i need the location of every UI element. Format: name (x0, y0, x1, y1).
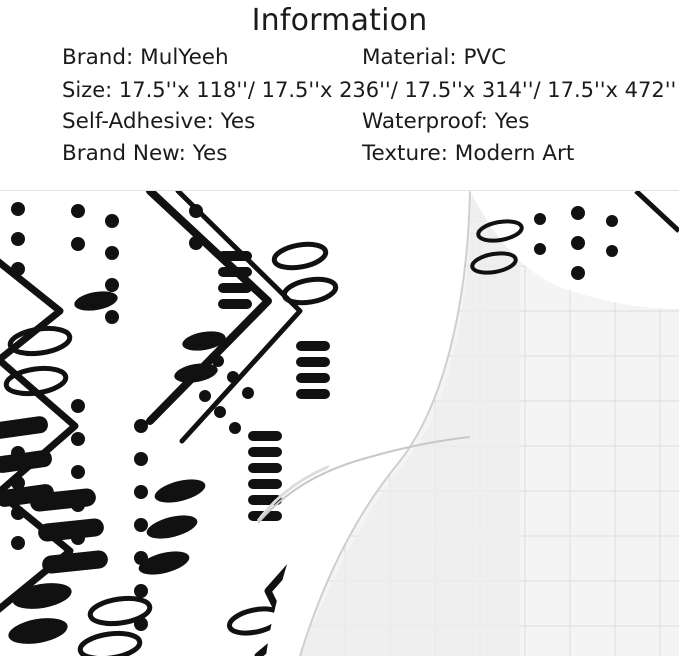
info-label-brand: Brand: (62, 45, 134, 70)
info-field-material (362, 42, 667, 74)
info-row (62, 42, 667, 74)
page-title: Information (251, 3, 428, 38)
info-value-texture: Modern Art (454, 141, 575, 166)
info-field-texture (362, 138, 667, 170)
info-label-waterproof: Waterproof: (362, 109, 488, 134)
information-rows (0, 42, 679, 170)
info-field-waterproof (362, 106, 667, 138)
info-value-self-adhesive: Yes (220, 109, 256, 134)
info-row (62, 138, 667, 170)
info-value-waterproof: Yes (494, 109, 530, 134)
info-value-size: 17.5''x 118''/ 17.5''x 236''/ 17.5''x 314''/ 17.5''x 472'' (118, 78, 677, 102)
info-label-texture: Texture: (362, 141, 448, 166)
info-field-brand-new (62, 138, 362, 170)
info-field-self-adhesive (62, 106, 362, 138)
info-value-brand-new: Yes (192, 141, 228, 166)
info-label-size: Size: (62, 78, 113, 102)
info-label-self-adhesive: Self-Adhesive: (62, 109, 214, 134)
info-label-material: Material: (362, 45, 457, 70)
info-value-brand: MulYeeh (140, 45, 229, 70)
info-row (62, 74, 677, 106)
info-row (62, 106, 667, 138)
info-label-brand-new: Brand New: (62, 141, 186, 166)
info-field-brand (62, 42, 362, 74)
wallpaper-illustration (0, 191, 679, 656)
info-value-material: PVC (463, 45, 507, 70)
info-field-size (62, 74, 676, 106)
product-image (0, 190, 679, 656)
information-block (0, 0, 679, 190)
